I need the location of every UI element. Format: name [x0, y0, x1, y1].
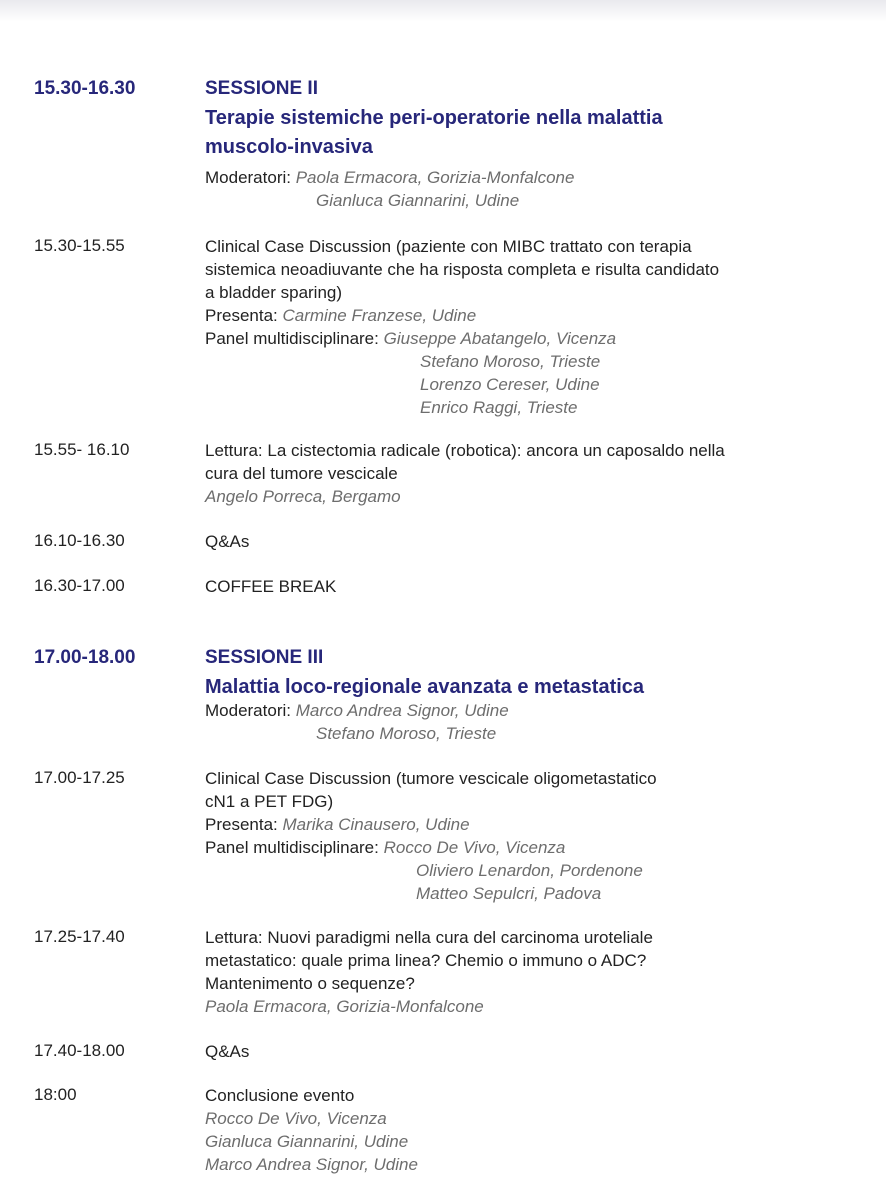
- panelist-name: Rocco De Vivo, Vicenza: [383, 838, 566, 857]
- presenter-name: Marika Cinausero, Udine: [282, 815, 470, 834]
- moderators-label: Moderatori:: [205, 701, 291, 720]
- session-2-moderators: [205, 166, 574, 189]
- session-2-title-line1: Terapie sistemiche peri-operatorie nella malattia: [205, 107, 663, 129]
- panel-label: Panel multidisciplinare:: [205, 838, 379, 857]
- panelist-name: Lorenzo Cereser, Udine: [420, 375, 600, 394]
- item-time: 17.25-17.40: [34, 927, 125, 946]
- panel-line: [205, 836, 865, 859]
- item-text-line: sistemica neoadiuvante che ha risposta completa e risulta candidato: [205, 260, 720, 279]
- moderator-name: Stefano Moroso, Trieste: [316, 724, 497, 743]
- agenda-item-lecture: [205, 926, 865, 1018]
- presenter-name: Carmine Franzese, Udine: [282, 306, 477, 325]
- item-text-line: Clinical Case Discussion (paziente con MIBC trattato con terapia: [205, 237, 692, 256]
- panelist-name: Enrico Raggi, Trieste: [420, 398, 578, 417]
- item-text-line: Lettura: La cistectomia radicale (robotica): ancora un caposaldo nella: [205, 441, 725, 460]
- item-time: 15.55- 16.10: [34, 440, 130, 459]
- item-time: 15.30-15.55: [34, 236, 125, 255]
- speaker-name: Rocco De Vivo, Vicenza: [205, 1109, 387, 1128]
- agenda-item-case-discussion: [205, 767, 865, 905]
- agenda-item-lecture: [205, 439, 865, 508]
- moderator-name: Paola Ermacora, Gorizia-Monfalcone: [295, 168, 575, 187]
- item-text-line: a bladder sparing): [205, 283, 343, 302]
- moderators-label: Moderatori:: [205, 168, 291, 187]
- panelist-name: Matteo Sepulcri, Padova: [416, 884, 602, 903]
- presenter-line: [205, 813, 865, 836]
- session-3-time: 17.00-18.00: [34, 647, 136, 668]
- item-time: 16.10-16.30: [34, 531, 125, 550]
- panel-line: [205, 327, 865, 350]
- item-text-line: Lettura: Nuovi paradigmi nella cura del carcinoma uroteliale: [205, 928, 653, 947]
- panelist-name: Stefano Moroso, Trieste: [420, 352, 601, 371]
- item-time: 17.40-18.00: [34, 1041, 125, 1060]
- moderator-name: Gianluca Giannarini, Udine: [316, 191, 520, 210]
- item-text-line: Mantenimento o sequenze?: [205, 974, 415, 993]
- panelist-name: Giuseppe Abatangelo, Vicenza: [383, 329, 617, 348]
- panel-label: Panel multidisciplinare:: [205, 329, 379, 348]
- session-2-label: SESSIONE II: [205, 78, 318, 99]
- session-3-moderators: [205, 699, 509, 722]
- moderator-name: Marco Andrea Signor, Udine: [295, 701, 509, 720]
- agenda-item-qa: Q&As: [205, 532, 250, 551]
- speaker-name: Paola Ermacora, Gorizia-Monfalcone: [205, 997, 484, 1016]
- item-text-line: Conclusione evento: [205, 1086, 355, 1105]
- session-2-title-line2: muscolo-invasiva: [205, 136, 373, 158]
- session-3-title: Malattia loco-regionale avanzata e metastatica: [205, 676, 645, 698]
- agenda-item-conclusion: [205, 1084, 865, 1176]
- item-time: 16.30-17.00: [34, 576, 125, 595]
- agenda-item-qa: Q&As: [205, 1042, 250, 1061]
- session-3-label: SESSIONE III: [205, 647, 324, 668]
- presenter-label: Presenta:: [205, 815, 278, 834]
- item-text-line: cN1 a PET FDG): [205, 792, 334, 811]
- panelist-name: Oliviero Lenardon, Pordenone: [416, 861, 643, 880]
- presenter-label: Presenta:: [205, 306, 278, 325]
- session-2-time: 15.30-16.30: [34, 78, 136, 99]
- speaker-name: Angelo Porreca, Bergamo: [205, 487, 401, 506]
- item-time: 18:00: [34, 1085, 77, 1104]
- speaker-name: Marco Andrea Signor, Udine: [205, 1155, 418, 1174]
- item-time: 17.00-17.25: [34, 768, 125, 787]
- item-text-line: cura del tumore vescicale: [205, 464, 398, 483]
- presenter-line: [205, 304, 865, 327]
- agenda-item-coffee-break: COFFEE BREAK: [205, 577, 337, 596]
- speaker-name: Gianluca Giannarini, Udine: [205, 1132, 409, 1151]
- item-text-line: metastatico: quale prima linea? Chemio o immuno o ADC?: [205, 951, 647, 970]
- agenda-item-case-discussion: [205, 235, 865, 419]
- item-text-line: Clinical Case Discussion (tumore vescicale oligometastatico: [205, 769, 657, 788]
